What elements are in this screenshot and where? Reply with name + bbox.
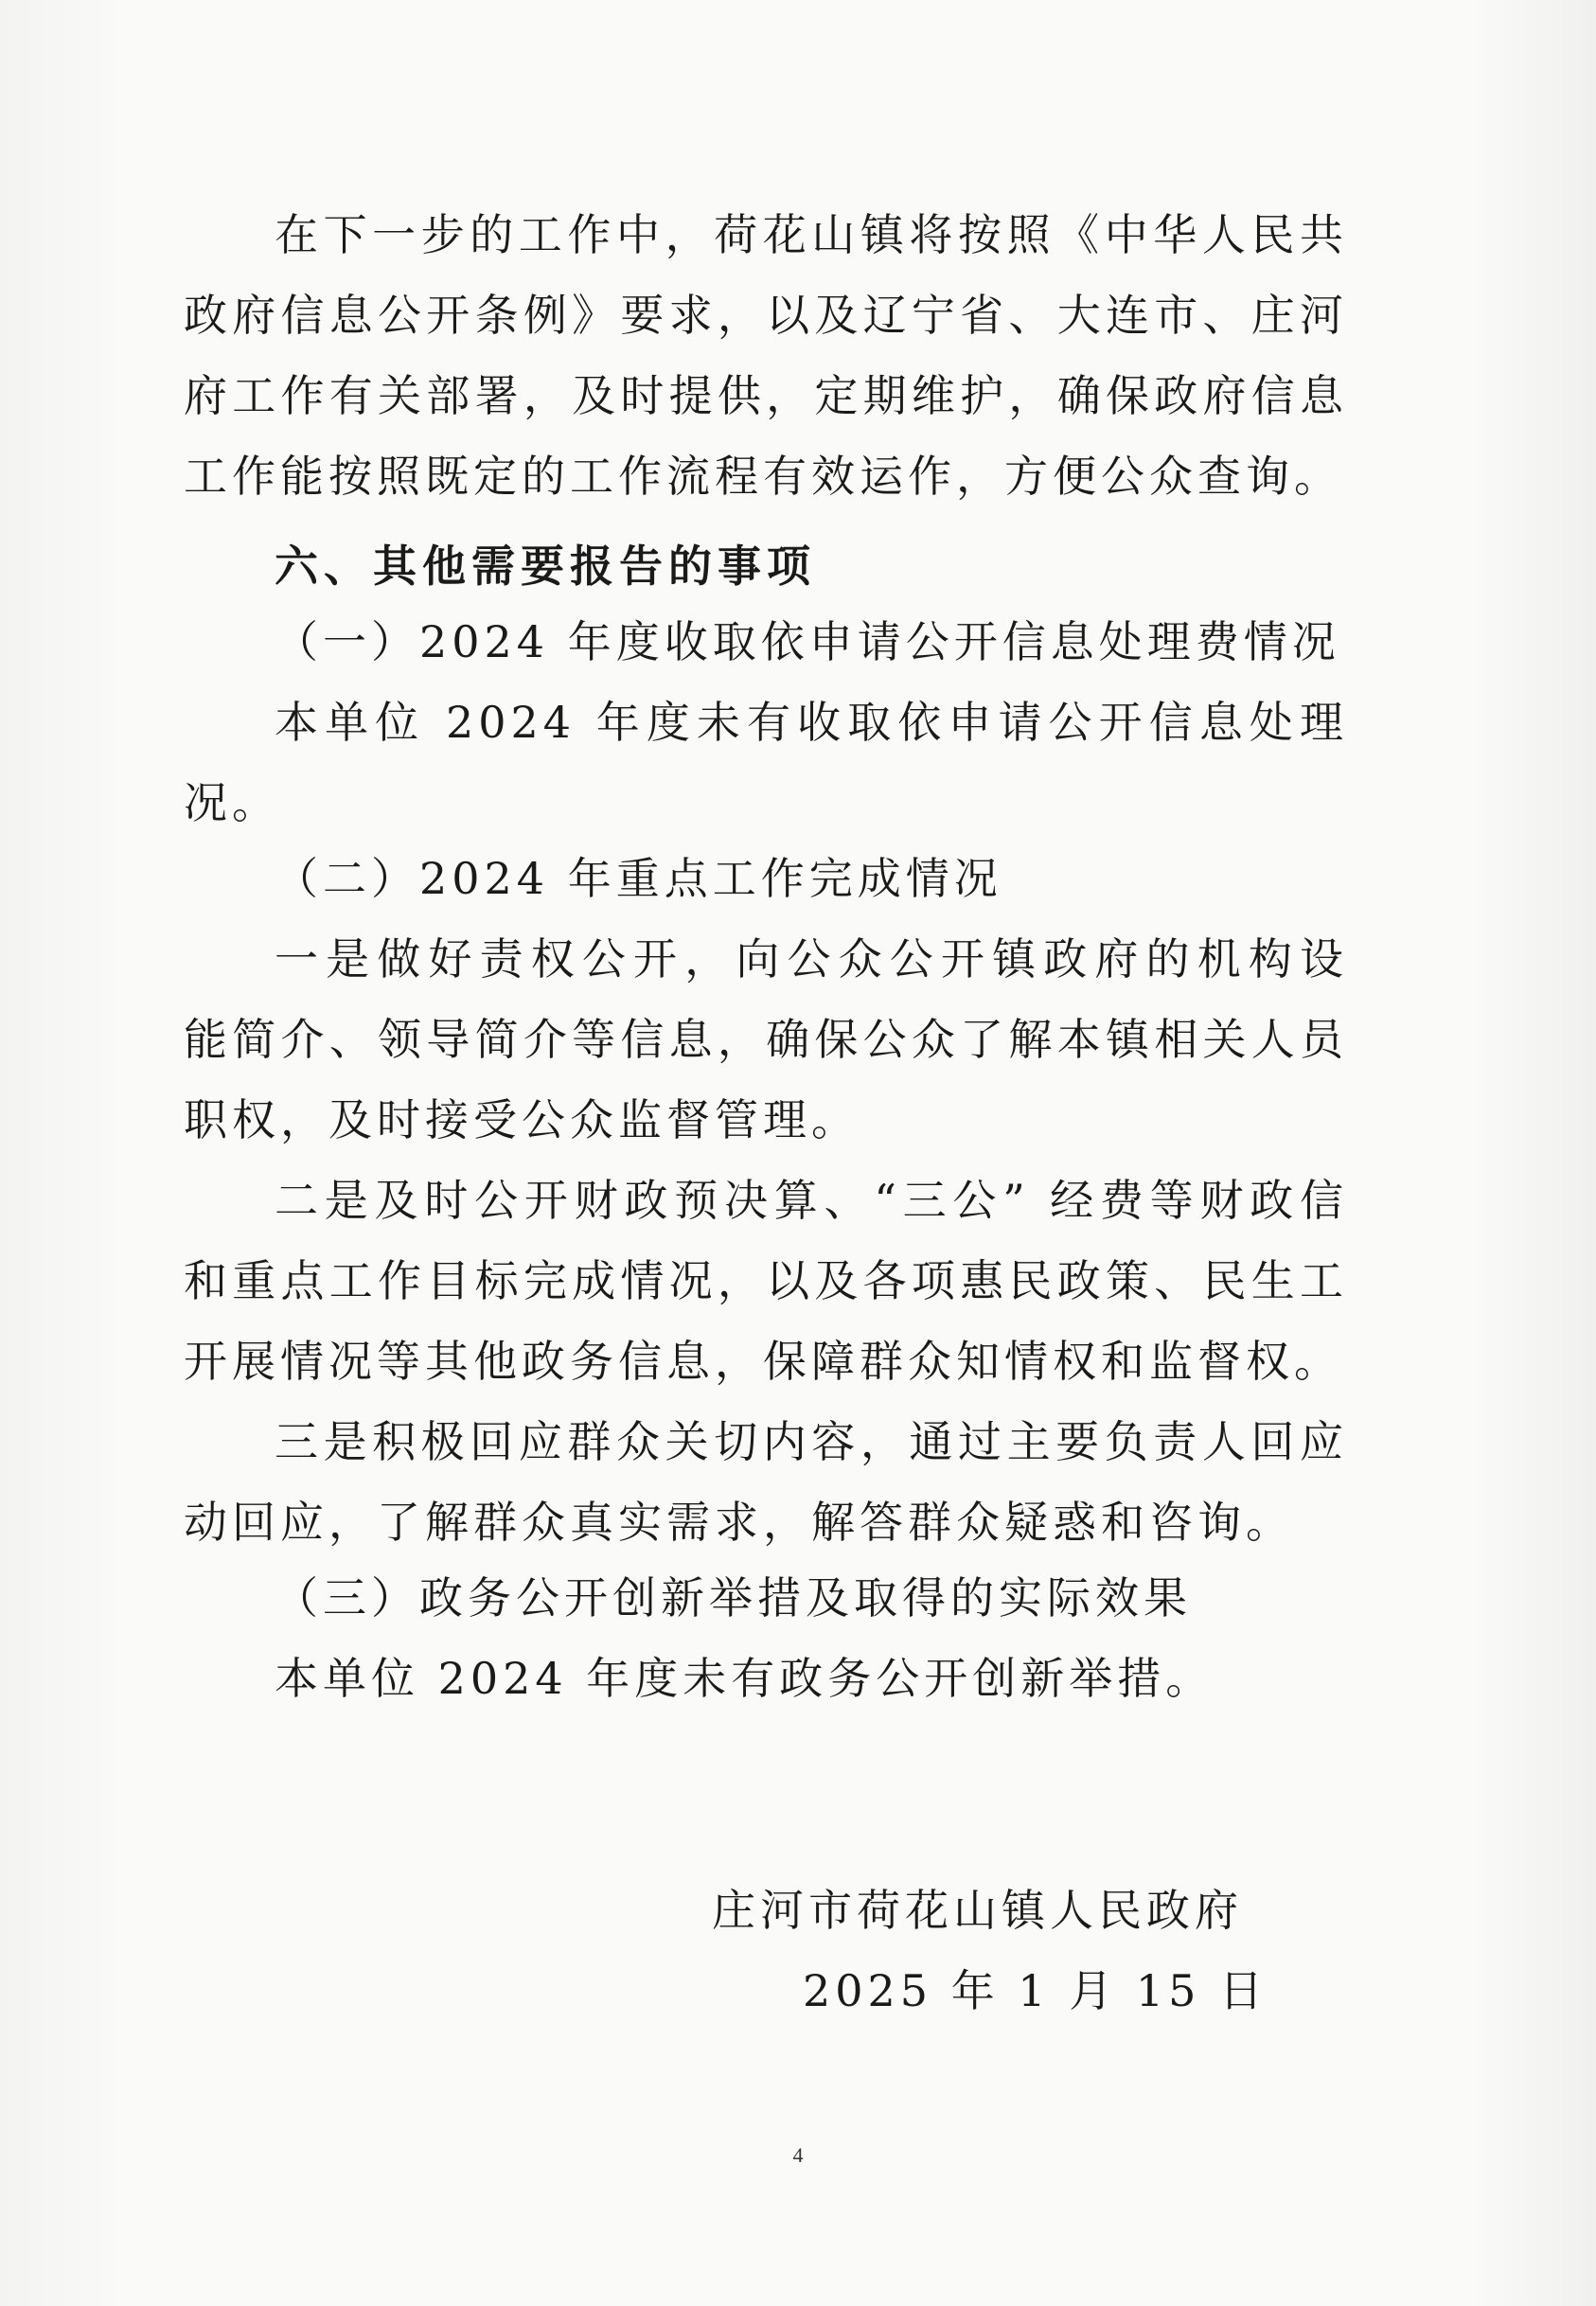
page-number: 4 [792, 2143, 804, 2167]
paragraph-line: 在下一步的工作中，荷花山镇将按照《中华人民共 [275, 209, 1348, 260]
subsection-title: （二）2024 年重点工作完成情况 [275, 853, 1002, 904]
paragraph-line: 府工作有关部署，及时提供，定期维护，确保政府信息 [184, 370, 1348, 421]
paragraph-line: 一是做好责权公开，向公众公开镇政府的机构设 [275, 933, 1348, 984]
paragraph-line: 职权，及时接受公众监督管理。 [184, 1094, 860, 1145]
paragraph-line: 二是及时公开财政预决算、“三公” 经费等财政信 [275, 1175, 1348, 1226]
paragraph-line: 三是积极回应群众关切内容，通过主要负责人回应 [275, 1416, 1348, 1467]
paragraph-line: 政府信息公开条例》要求，以及辽宁省、大连市、庄河 [184, 290, 1348, 341]
paragraph-line: 本单位 2024 年度未有政务公开创新举措。 [275, 1653, 1215, 1704]
section-heading: 六、其他需要报告的事项 [275, 541, 816, 592]
paragraph-line: 工作能按照既定的工作流程有效运作，方便公众查询。 [184, 451, 1342, 502]
paragraph-line: 本单位 2024 年度未有收取依申请公开信息处理 [275, 697, 1348, 748]
paragraph-line: 开展情况等其他政务信息，保障群众知情权和监督权。 [184, 1336, 1342, 1387]
subsection-title: （三）政务公开创新举措及取得的实际效果 [275, 1572, 1192, 1623]
subsection-title: （一）2024 年度收取依申请公开信息处理费情况 [275, 616, 1340, 667]
signature-org: 庄河市荷花山镇人民政府 [712, 1885, 1243, 1936]
paragraph-line: 况。 [184, 777, 280, 828]
paragraph-line: 能简介、领导简介等信息，确保公众了解本镇相关人员 [184, 1014, 1348, 1065]
paragraph-line: 动回应，了解群众真实需求，解答群众疑惑和咨询。 [184, 1497, 1294, 1548]
paragraph-line: 和重点工作目标完成情况，以及各项惠民政策、民生工 [184, 1255, 1348, 1306]
signature-date: 2025 年 1 月 15 日 [803, 1965, 1268, 2016]
